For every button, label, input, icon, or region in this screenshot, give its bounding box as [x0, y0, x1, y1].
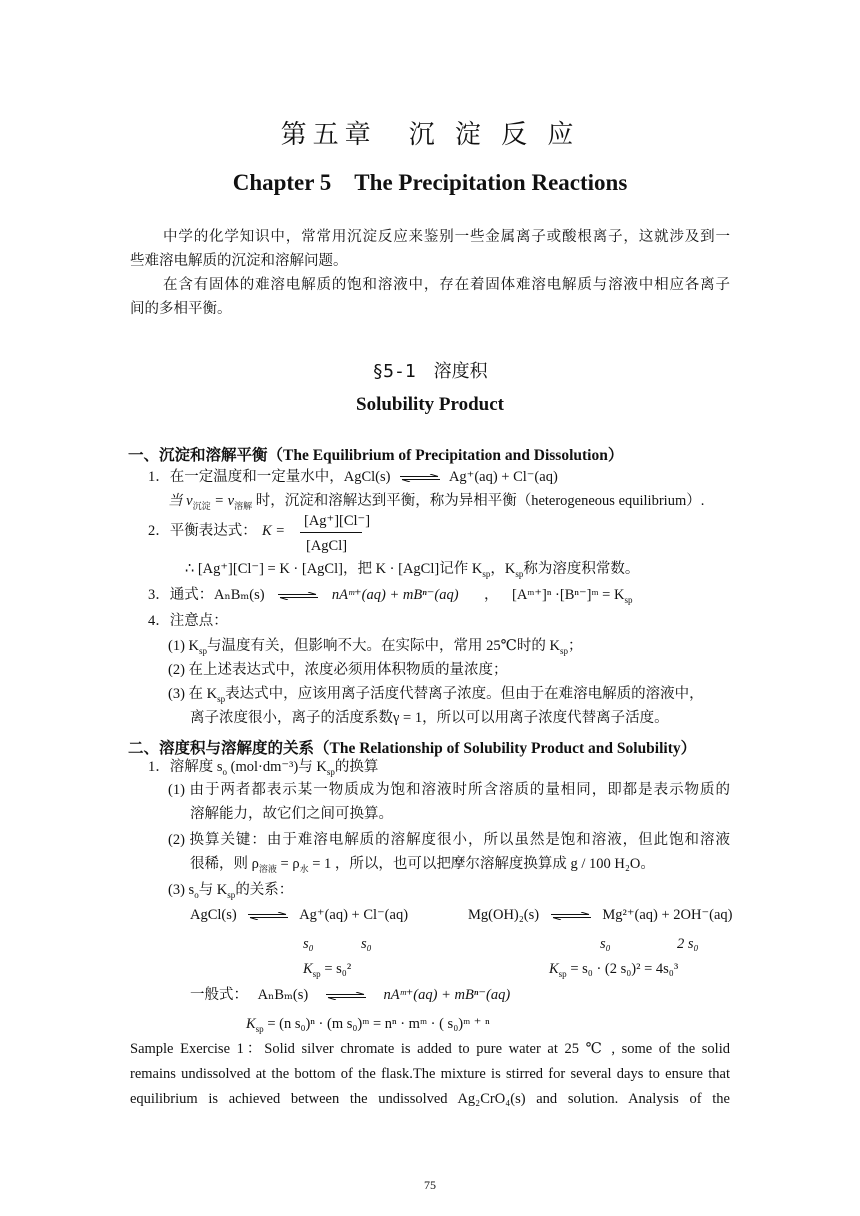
- section-title-en: Solubility Product: [356, 394, 504, 415]
- s0-agcl-ag: s₀: [303, 936, 314, 952]
- s0-mg: s₀: [600, 936, 611, 952]
- sample-line1: Sample Exercise 1：Solid silver chromate is added to pure water at 25 ℃ , some of the solid: [130, 1041, 730, 1057]
- part1-item3-eq: AₙBₘ(s) nAᵐ⁺(aq) + mBⁿ⁻(aq): [214, 587, 459, 603]
- part1-item2-therefore: ∴ [Ag⁺][Cl⁻] = K · [AgCl]，把 K · [AgCl]记作 $K_{sp}$，$K_{sp}$称为溶度积常数。: [185, 561, 640, 579]
- general-eq: 一般式： AₙBₘ(s) nAᵐ⁺(aq) + mBⁿ⁻(aq): [190, 987, 511, 1003]
- sample-line2: remains undissolved at the bottom of the flask.The mixture is stirred for several days to ensure that: [130, 1066, 730, 1082]
- part1-item2-denominator: [AgCl]: [306, 538, 348, 554]
- fraction-bar: [300, 532, 362, 533]
- part2-p1-line2: 溶解能力，故它们之间可换算。: [190, 806, 393, 822]
- chapter-title-en: Chapter 5 The Precipitation Reactions: [232, 170, 628, 195]
- s0-oh: 2 s₀: [677, 936, 699, 952]
- s0-agcl-cl: s₀: [361, 936, 372, 952]
- equilibrium-arrow-icon: [248, 912, 288, 920]
- part2-p2-line1: (2) 换算关键：由于难溶电解质的溶解度很小，所以虽然是饱和溶液，但此饱和溶液: [168, 832, 730, 848]
- eq-mgoh2: Mg(OH)₂(s) Mg²⁺(aq) + 2OH⁻(aq): [468, 907, 733, 923]
- intro-p2-line2: 间的多相平衡。: [130, 301, 232, 317]
- part1-note3-line2: 离子浓度很小，离子的活度系数γ = 1，所以可以用离子浓度代替离子活度。: [190, 710, 669, 726]
- part1-item3-comma: ，: [484, 587, 499, 603]
- part2-p3: (3) $s_o$与 $K_{sp}$的关系：: [168, 882, 294, 900]
- part1-note2: (2) 在上述表达式中，浓度必须用体积物质的量浓度；: [168, 662, 508, 678]
- section-title-zh: §5-1 溶度积: [372, 361, 488, 382]
- part1-item1-line2: 当 $v_{沉淀} = v_{溶解}$ 时，沉淀和溶解达到平衡，称为异相平衡（heterogeneous equilibrium）.: [168, 493, 705, 511]
- part1-heading: 一、沉淀和溶解平衡（The Equilibrium of Precipitation and Dissolution）: [128, 447, 624, 464]
- part2-item1: 1．溶解度 $s_o$ (mol·dm⁻³)与 $K_{sp}$的换算: [148, 759, 379, 777]
- part1-item3-ksp: [Aᵐ⁺]ⁿ ·[Bⁿ⁻]ᵐ = $K_{sp}$: [512, 587, 633, 605]
- part1-item3-label: 3．通式：: [148, 587, 214, 603]
- intro-p1-line2: 些难溶电解质的沉淀和溶解问题。: [130, 253, 348, 269]
- part2-p1-line1: (1) 由于两者都表示某一物质成为饱和溶液时所含溶质的量相同，即都是表示物质的: [168, 782, 730, 798]
- general-ksp: $K_{sp} = (n$ s₀)ⁿ · (m s₀)ᵐ = nⁿ · mᵐ · ( s₀)ᵐ ⁺ ⁿ: [246, 1016, 490, 1034]
- ksp-agcl: $K_{sp} = s_0^2$: [303, 961, 352, 979]
- part1-item2-k: K =: [262, 523, 286, 539]
- intro-p2-line1: 在含有固体的难溶电解质的饱和溶液中，存在着固体难溶电解质与溶液中相应各离子: [163, 277, 730, 293]
- part1-item2-label: 2．平衡表达式：: [148, 523, 257, 539]
- equilibrium-arrow-icon: [278, 592, 318, 600]
- ksp-mgoh2: $K_{sp} = s_0 \cdot (2$ s₀)² = 4s₀³: [549, 961, 679, 979]
- sample-line3: equilibrium is achieved between the undissolved Ag₂CrO₄(s) and solution. Analysis of the: [130, 1091, 730, 1107]
- part1-item1: 1．在一定温度和一定量水中，AgCl(s) Ag⁺(aq) + Cl⁻(aq): [148, 469, 558, 485]
- equilibrium-arrow-icon: [551, 912, 591, 920]
- part1-item2-numerator: [Ag⁺][Cl⁻]: [304, 513, 371, 529]
- part2-p2-line2: 很稀，则 $\rho_{溶液} = \rho_水 = 1$ ，所以，也可以把摩尔溶解度换算成 g / 100 H₂O。: [190, 856, 655, 874]
- part1-item4-label: 4．注意点：: [148, 613, 228, 629]
- part1-note3-line1: (3) 在 $K_{sp}$表达式中，应该用离子活度代替离子浓度。但由于在难溶电解质的溶液中，: [168, 686, 704, 704]
- equilibrium-arrow-icon: [400, 474, 440, 482]
- chapter-title-zh: 第五章 沉 淀 反 应: [280, 120, 580, 150]
- part1-note1: (1) $K_{sp}$与温度有关，但影响不大。在实际中，常用 25℃时的 $K_{sp}$；: [168, 638, 583, 656]
- page-number: 75: [424, 1178, 436, 1192]
- part2-heading: 二、溶度积与溶解度的关系（The Relationship of Solubility Product and Solubility）: [128, 740, 697, 757]
- intro-p1-line1: 中学的化学知识中，常常用沉淀反应来鉴别一些金属离子或酸根离子，这就涉及到一: [163, 229, 730, 245]
- eq-agcl: AgCl(s) Ag⁺(aq) + Cl⁻(aq): [190, 907, 409, 923]
- equilibrium-arrow-icon: [326, 992, 366, 1000]
